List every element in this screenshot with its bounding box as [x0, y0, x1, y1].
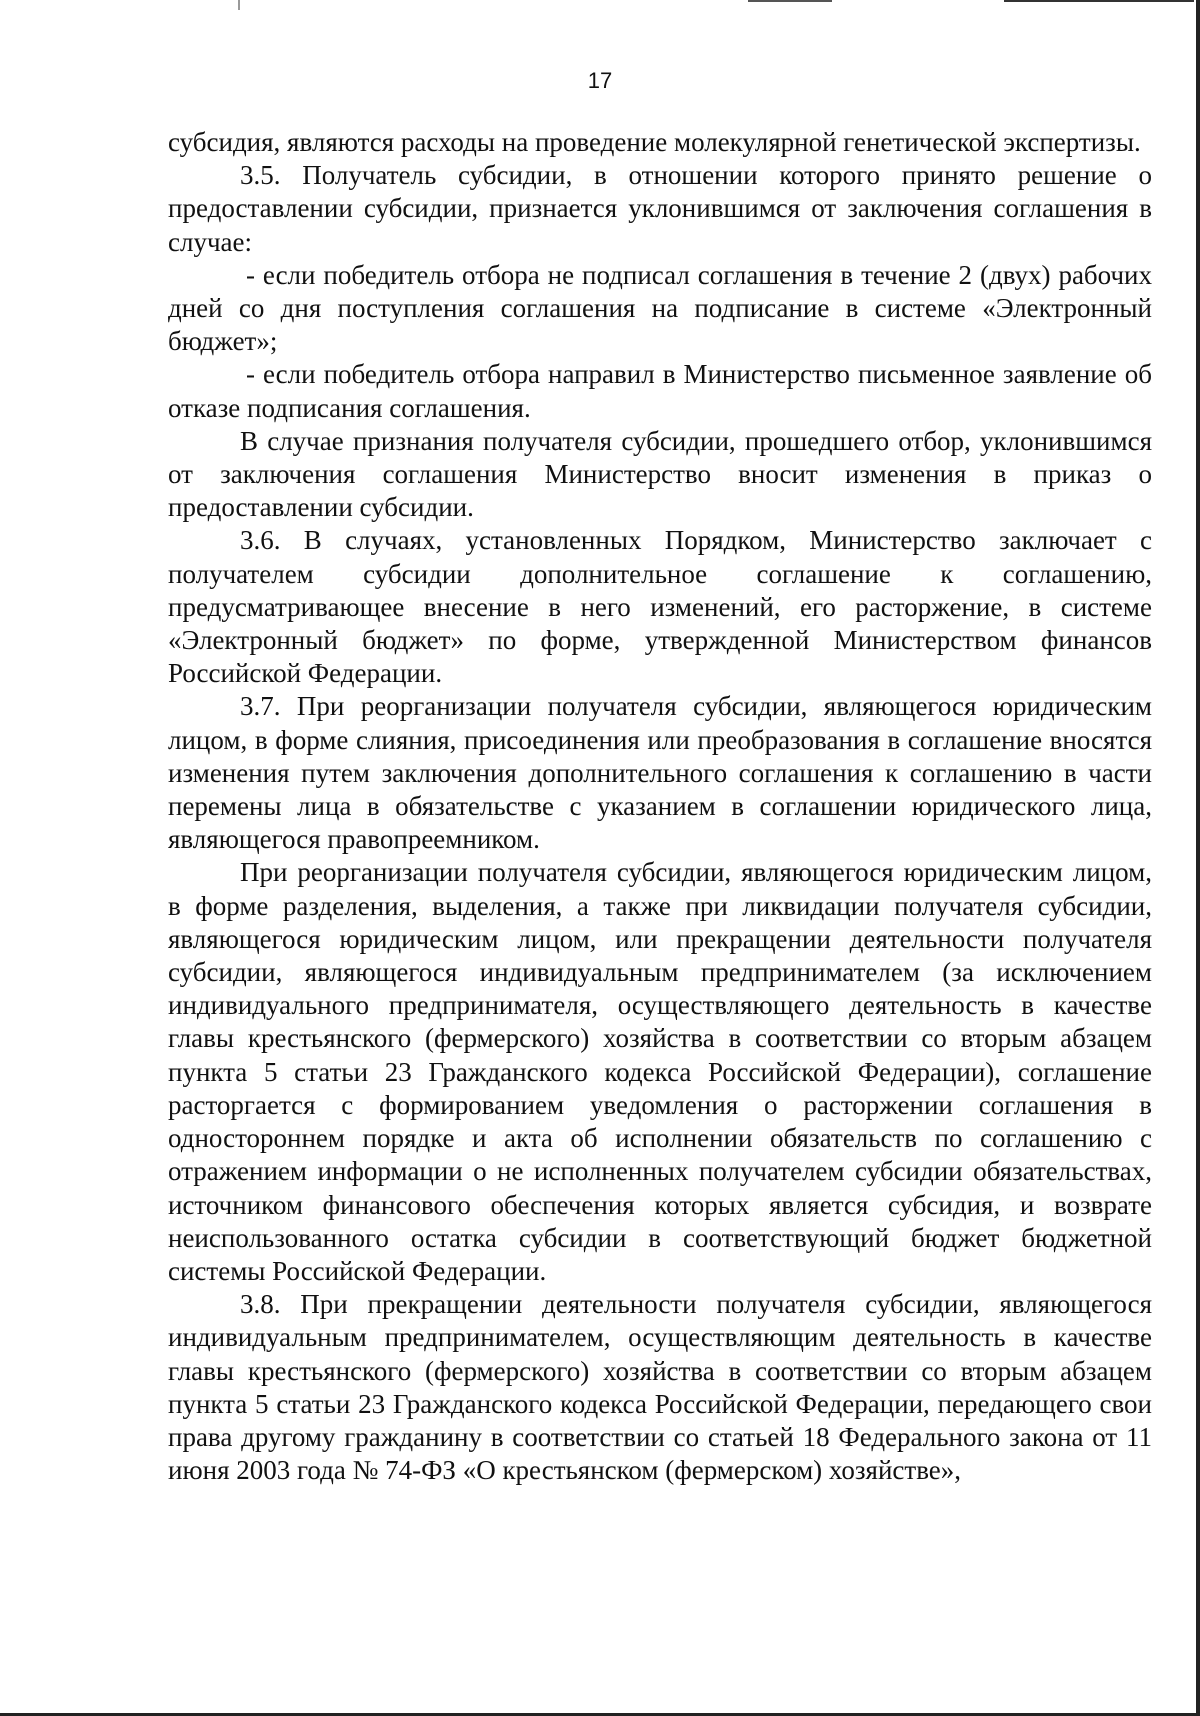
paragraph-3-8: 3.8. При прекращении деятельности получателя субсидии, являющегося индивидуальным предпринимателем, осуществляющим деятельность в качестве главы крестьянского (фермерского) хозяйства в соответствии со вторым абзацем пункта 5 статьи 23 Гражданского кодекса Российской Федерации, передающего свои права другому гражданину в соответствии со статьей 18 Федерального закона от 11 июня 2003 года № 74-ФЗ «О крестьянском (фермерском) хозяйстве», — [168, 1289, 1152, 1486]
paragraph-evasion-consequence: В случае признания получателя субсидии, прошедшего отбор, уклонившимся от заключения соглашения Министерство вносит изменения в приказ о предоставлении субсидии. — [168, 425, 1152, 523]
paragraph-3-6: 3.6. В случаях, установленных Порядком, Министерство заключает с получателем субсидии дополнительное соглашение к соглашению, предусматривающее внесение в него изменений, его расторжение, в системе «Электронный бюджет» по форме, утвержденной Министерством финансов Российской Федерации. — [168, 525, 1152, 689]
list-item-refusal: - если победитель отбора направил в Министерство письменное заявление об отказе подписания соглашения. — [168, 359, 1152, 423]
document-body — [168, 126, 1152, 1487]
scan-mark — [238, 0, 240, 10]
paragraph-continuation: субсидия, являются расходы на проведение молекулярной генетической экспертизы. — [168, 127, 1141, 157]
page-border — [1196, 0, 1200, 1716]
paragraph-3-7: 3.7. При реорганизации получателя субсидии, являющегося юридическим лицом, в форме слияния, присоединения или преобразования в соглашение вносятся изменения путем заключения дополнительного соглашения к соглашению в части перемены лица в обязательстве с указанием в соглашении юридического лица, являющегося правопреемником. — [168, 691, 1152, 855]
paragraph-reorganization: При реорганизации получателя субсидии, являющегося юридическим лицом, в форме разделения, выделения, а также при ликвидации получателя субсидии, являющегося юридическим лицом, или прекращении деятельности получателя субсидии, являющегося индивидуальным предпринимателем (за исключением индивидуального предпринимателя, осуществляющего деятельность в качестве главы крестьянского (фермерского) хозяйства в соответствии со вторым абзацем пункта 5 статьи 23 Гражданского кодекса Российской Федерации), соглашение расторгается с формированием уведомления о расторжении соглашения в одностороннем порядке и акта об исполнении обязательств по соглашению с отражением информации о не исполненных получателем субсидии обязательствах, источником финансового обеспечения которых является субсидия, и возврате неиспользованного остатка субсидии в соответствующий бюджет бюджетной системы Российской Федерации. — [168, 857, 1152, 1286]
page-number: 17 — [587, 68, 613, 93]
scan-edge-line — [748, 0, 832, 2]
paragraph-3-5: 3.5. Получатель субсидии, в отношении которого принято решение о предоставлении субсидии, признается уклонившимся от заключения соглашения в случае: — [168, 160, 1152, 257]
scan-edge-line — [1004, 0, 1194, 2]
list-item-not-signed: - если победитель отбора не подписал соглашения в течение 2 (двух) рабочих дней со дня поступления соглашения на подписание в системе «Электронный бюджет»; — [168, 259, 1152, 357]
